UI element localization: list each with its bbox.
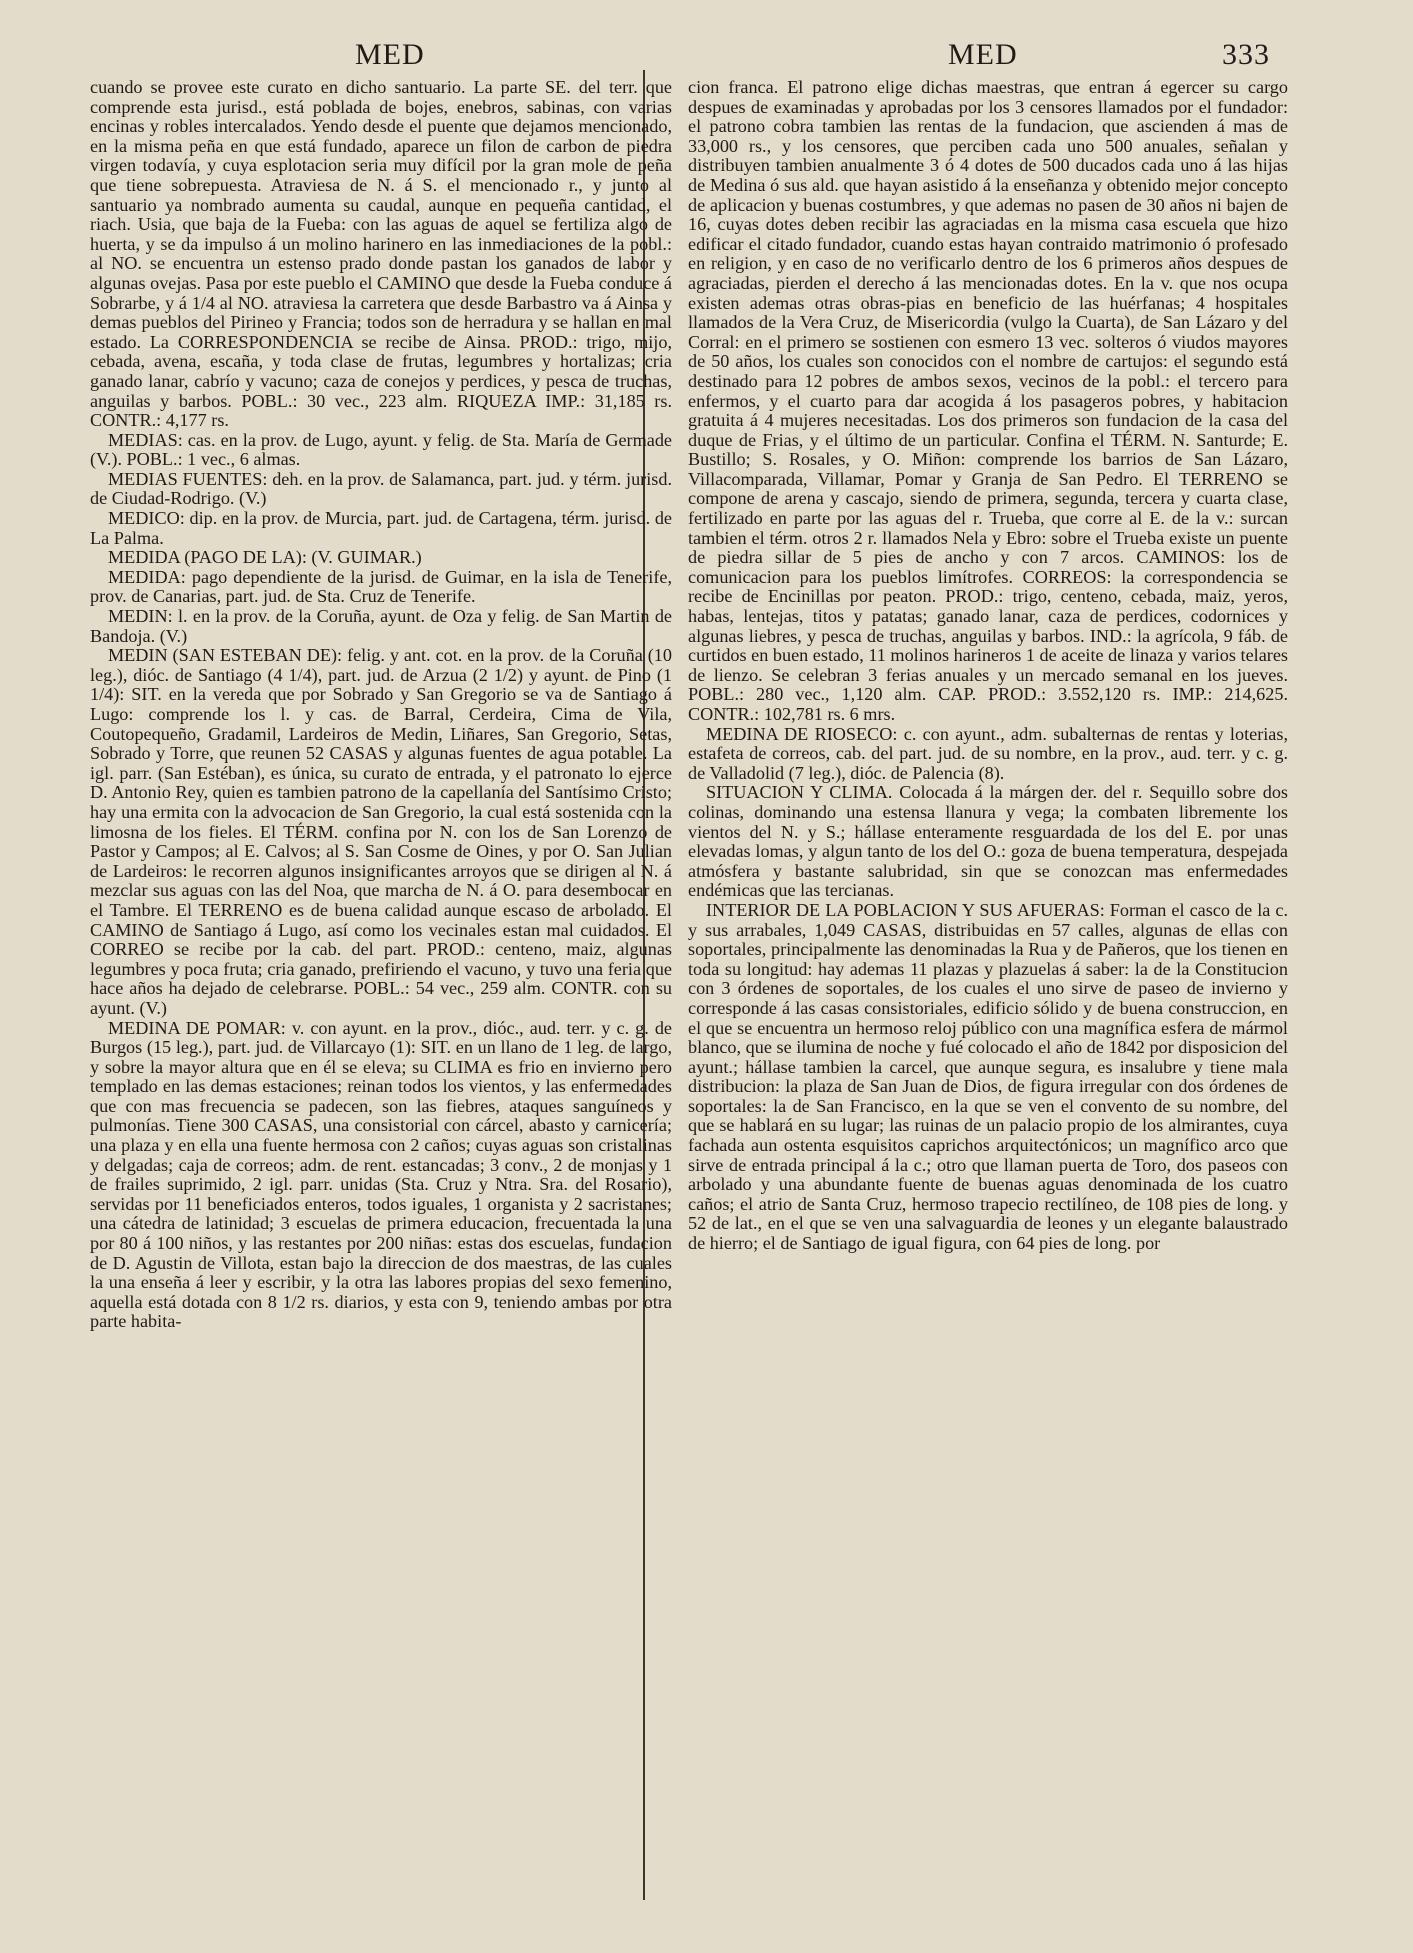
running-header-right: MED (948, 38, 1018, 71)
right-column (688, 78, 1288, 1254)
section-interior-poblacion: INTERIOR DE LA POBLACION Y SUS AFUERAS: Forman el casco de la c. y sus arrabales, 1,049 CASAS, distribuidas en 57 calles, algunas de ellas con soportales, principalmente las denominadas la Rua y de Pañeros, que los tienen en toda su longitud: hay ademas 11 plazas y plazuelas á saber: la de la Constitucion con 3 órdenes de soportales, de los cuales el uno sirve de paseo de invierno y corresponde á las casas consistoriales, edificio sólido y de buena construccion, en el que se encuentra un hermoso reloj público con una magnífica esfera de mármol blanco, que se ilumina de noche y fué colocado el año de 1842 por disposicion del ayunt.; hállase tambien la carcel, que aunque segura, es insalubre y tiene mala distribucion: la plaza de San Juan de Dios, de figura irregular con dos órdenes de soportales: la de San Francisco, en la que se ven el convento de su nombre, del que se hablará en su lugar; las ruinas de un palacio propio de los almirantes, cuya fachada aun ostenta esquisitos caprichos arquitectónicos; un magnífico arco que sirve de entrada principal á la c.; otro que llaman puerta de Toro, dos paseos con arbolado y una abundante fuente de buenas aguas denominada de los cuatro caños; el atrio de Santa Cruz, hermoso trapecio rectilíneo, de 108 pies de long. y 52 de lat., en el que se ven una salvaguardia de leones y un elegante balaustrado de hierro; el de Santiago de igual figura, con 64 pies de long. por (688, 899, 1288, 1254)
entry-medida-pago: MEDIDA (PAGO DE LA): (V. GUIMAR.) (108, 547, 422, 568)
entry-medias: MEDIAS: cas. en la prov. de Lugo, ayunt. y felig. de Sta. María de Germade (V.). POBL.: 1 vec., 6 almas. (90, 429, 672, 470)
left-column (90, 78, 672, 1332)
entry-medin-san-esteban: MEDIN (SAN ESTEBAN DE): felig. y ant. cot. en la prov. de la Coruña (10 leg.), dióc. de Santiago (4 1/4), part. jud. de Arzua (2 1/2) y ayunt. de Pino (1 1/4): SIT. en la vereda que por Sobrado y San Gregorio se va de Santiago á Lugo: comprende los l. y cas. de Barral, Cerdeira, Cima de Vila, Coutopequeño, Gradamil, Lardeiros de Medin, Liñares, San Gregorio, Setas, Sobrado y Torre, que reunen 52 CASAS y algunas fuentes de agua potable. La igl. parr. (San Estéban), es única, su curato de entrada, y el patronato lo ejerce D. Antonio Rey, quien es tambien patrono de la capellanía del Santísimo Cristo; hay una ermita con la advocacion de San Gregorio, la cual está sostenida con la limosna de los fieles. El TÉRM. confina por N. con los de San Lorenzo de Pastor y Campos; al E. Calvos; al S. San Cosme de Oines, y por O. San Julian de Lardeiros: le recorren algunos insignificantes arroyos que se dirigen al N. á mezclar sus aguas con las del Noa, que marcha de N. á O. para desembocar en el Tambre. El TERRENO es de buena calidad aunque escaso de arbolado. El CAMINO de Santiago á Lugo, así como los vecinales estan mal cuidados. El CORREO se recibe por la cab. del part. PROD.: centeno, maiz, algunas legumbres y poca fruta; cria ganado, prefiriendo el vacuno, y tuvo una feria que hace años ha dejado de celebrarse. POBL.: 54 vec., 259 alm. CONTR. con su ayunt. (V.) (90, 645, 672, 1018)
section-situacion-y-clima: SITUACION Y CLIMA. Colocada á la márgen der. del r. Sequillo sobre dos colinas, dominando una estensa llanura y vega; la combaten libremente los vientos del N. y S.; hállase enteramente resguardada de los del E. por unas elevadas lomas, y algun tanto de los del O.: goza de buena temperatura, despejada atmósfera y bastante salubridad, sin que se conozcan mas enfermedades endémicas que las tercianas. (688, 782, 1288, 901)
entry-medin: MEDIN: l. en la prov. de la Coruña, ayunt. de Oza y felig. de San Martin de Bandoja. (V.) (90, 606, 672, 646)
entry-medida: MEDIDA: pago dependiente de la jurisd. de Guimar, en la isla de Tenerife, prov. de Canarias, part. jud. de Sta. Cruz de Tenerife. (90, 566, 672, 607)
entry-medias-fuentes: MEDIAS FUENTES: deh. en la prov. de Salamanca, part. jud. y térm. jurisd. de Ciudad-Rodrigo. (V.) (90, 468, 672, 509)
running-header-left: MED (355, 38, 425, 71)
page-number: 333 (1222, 38, 1270, 71)
entry-medico: MEDICO: dip. en la prov. de Murcia, part. jud. de Cartagena, térm. jurisd. de La Palma. (90, 508, 672, 548)
entry-medina-de-pomar: MEDINA DE POMAR: v. con ayunt. en la prov., dióc., aud. terr. y c. g. de Burgos (15 leg.), part. jud. de Villarcayo (1): SIT. en un llano de 1 leg. de largo, y sobre la mayor altura que en él se eleva; su CLIMA es frio en invierno pero templado en las demas estaciones; reinan todos los vientos, y las enfermedades que con mas frecuencia se padecen, son las fiebres, ataques sanguíneos y pulmonías. Tiene 300 CASAS, una consistorial con cárcel, abasto y carnicería; una plaza y en ella una fuente hermosa con 2 caños; cuyas aguas son cristalinas y delgadas; caja de correos; adm. de rent. estancadas; 3 conv., 2 de monjas y 1 de frailes suprimido, 2 igl. parr. unidas (Sta. Cruz y Ntra. Sra. del Rosario), servidas por 11 beneficiados enteros, todos iguales, 1 organista y 2 sacristanes; una cátedra de latinidad; 3 escuelas de primera educacion, frecuentada la una por 80 á 100 niños, y las restantes por 200 niñas: estas dos escuelas, fundacion de D. Agustin de Villota, estan bajo la direccion de dos maestras, de las cuales la una enseña á leer y escribir, y la otra las labores propias del sexo femenino, aquella está dotada con 8 1/2 rs. diarios, y esta con 9, teniendo ambas por otra parte habita- (90, 1017, 672, 1332)
entry-medina-de-rioseco: MEDINA DE RIOSECO: c. con ayunt., adm. subalternas de rentas y loterias, estafeta de correos, cab. del part. jud. de su nombre, en la prov., aud. terr. y c. g. de Valladolid (7 leg.), dióc. de Palencia (8). (688, 723, 1288, 783)
entry-paragraph: cuando se provee este curato en dicho santuario. La parte SE. del terr. que comprende esta jurisd., está poblada de bojes, enebros, sabinas, con varias encinas y robles intercalados. Yendo desde el puente que dejamos mencionado, en la misma peña en que está fundado, aparece un filon de carbon de piedra virgen todavía, y cuya esplotacion seria muy difícil por la gran mole de peña que tiene sobrepuesta. Atraviesa de N. á S. el mencionado r., y junto al santuario ya nombrado aumenta su caudal, aunque en pequeña cantidad, el riach. Usia, que baja de la Fueba: con las aguas de aquel se fertiliza algo de huerta, y se da impulso á un molino harinero en las inmediaciones de la pobl.: al NO. se encuentra un estenso prado donde pastan los ganados de labor y algunas ovejas. Pasa por este pueblo el CAMINO que desde la Fueba conduce á Sobrarbe, y á 1/4 al NO. atraviesa la carretera que desde Barbastro va á Ainsa y demas pueblos del Pirineo y Francia; todos son de herradura y se hallan en mal estado. La CORRESPONDENCIA se recibe de Ainsa. PROD.: trigo, mijo, cebada, avena, escaña, y toda clase de frutas, legumbres y hortalizas; cria ganado lanar, cabrío y vacuno; caza de conejos y perdices, y pesca de truchas, anguilas y barbos. POBL.: 30 vec., 223 alm. RIQUEZA IMP.: 31,185 rs. CONTR.: 4,177 rs. (90, 77, 672, 431)
entry-continuation: cion franca. El patrono elige dichas maestras, que entran á egercer su cargo despues de examinadas y aprobadas por los 3 censores llamados por el fundador: el patrono cobra tambien las rentas de la fundacion, que ascienden á mas de 33,000 rs., y los censores, que perciben cada uno 500 anuales, señalan y distribuyen tambien anualmente 3 ó 4 dotes de 500 ducados cada uno á las hijas de Medina ó sus ald. que hayan asistido á la enseñanza y obtenido mejor concepto de aplicacion y buenas costumbres, y que ademas no pasen de 30 años ni bajen de 16, cuyas dotes deben recibir las agraciadas en la misma casa escuela que hizo edificar el citado fundador, cuando estas hayan contraido matrimonio ó profesado en religion, y en caso de no verificarlo dentro de los 6 primeros años despues de agraciadas, pierden el derecho á las mencionadas dotes. En la v. que nos ocupa existen ademas otras obras-pias en beneficio de las huérfanas; 4 hospitales llamados de la Vera Cruz, de Misericordia (vulgo la Cuarta), de San Lázaro y del Corral: en el primero se sostienen con esmero 13 vec. solteros ó viudos mayores de 50 años, los cuales son conocidos con el nombre de cartujos: el segundo está destinado para 12 pobres de ambos sexos, vecinos de la pobl.: el tercero para enfermos, y el cuarto para dar acogida á los pasageros pobres, y habitacion gratuita á 4 mujeres necesitadas. Los dos primeros son fundacion de la casa del duque de Frias, y el último de un particular. Confina el TÉRM. N. Santurde; E. Bustillo; S. Rosales, y O. Miñon: comprende los barrios de San Lázaro, Villacomparada, Villamar, Pomar y Granja de San Pedro. El TERRENO se compone de arena y cascajo, siendo de primera, segunda, tercera y cuarta clase, fertilizado en parte por las aguas del r. Trueba, que corre al E. de la v.: surcan tambien el térm. otros 2 r. llamados Nela y Ebro: sobre el Trueba existe un puente de piedra sillar de 5 pies de ancho y con 7 arcos. CAMINOS: los de comunicacion para los pueblos limítrofes. CORREOS: la correspondencia se recibe de Encinillas por peaton. PROD.: trigo, centeno, cebada, maiz, yeros, habas, lentejas, titos y patatas; ganado lanar, caza de perdices, codornices y algunas liebres, y pesca de truchas, anguilas y barbos. IND.: la agrícola, 9 fáb. de curtidos en buen estado, 11 molinos harineros 1 de aceite de linaza y varios telares de lienzo. Se celebran 3 ferias anuales y un mercado semanal en los jueves. POBL.: 280 vec., 1,120 alm. CAP. PROD.: 3.552,120 rs. IMP.: 214,625. CONTR.: 102,781 rs. 6 mrs. (688, 77, 1288, 724)
